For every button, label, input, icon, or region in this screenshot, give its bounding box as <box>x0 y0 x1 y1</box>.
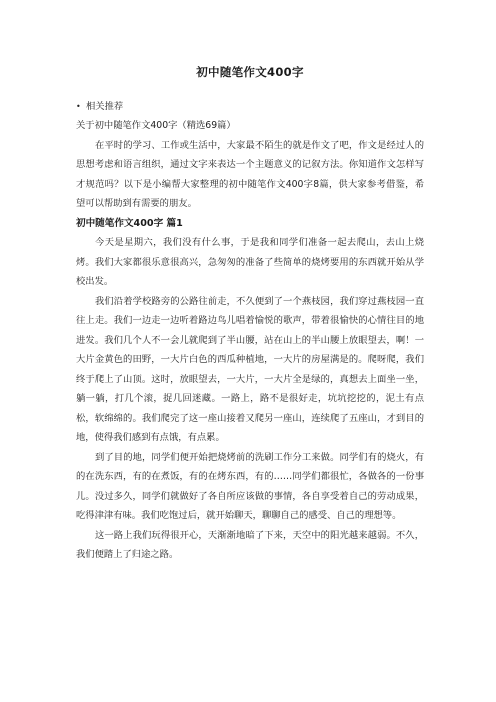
related-recommendations[interactable] <box>76 98 424 116</box>
body-paragraph-1: 今天是星期六，我们没有什么事，于是我和同学们准备一起去爬山，去山上烧烤。我们大家都很乐意很高兴，急匆匆的准备了些简单的烧烤要用的东西就开始从学校出发。 <box>76 237 424 287</box>
bullet-icon: • <box>76 102 81 111</box>
section-heading: 初中随笔作文400字 篇1 <box>76 217 183 229</box>
document-title: 初中随笔作文400字 <box>196 65 304 79</box>
related-label[interactable]: 相关推荐 <box>86 101 124 112</box>
body-paragraph-3: 到了目的地，同学们便开始把烧烤前的洗刷工作分工来做。同学们有的烧火，有的在洗东西，有的在煮饭，有的在烤东西，有的……同学们都很忙，各做各的一份事儿。没过多久，同学们就做好了各自所应该做的事情，各自享受着自己的劳动成果，吃得津津有味。我们吃饱过后，就开始聊天，聊聊自己的感受、自己的理想等。 <box>76 451 424 521</box>
intro-paragraph: 在平时的学习、工作或生活中，大家最不陌生的就是作文了吧，作文是经过人的思想考虑和语言组织，通过文字来表达一个主题意义的记叙方法。你知道作文怎样写才规范吗？以下是小编帮大家整理的初中随笔作文400字8篇，供大家参考借鉴，希望可以帮助到有需要的朋友。 <box>76 139 424 209</box>
body-paragraph-2: 我们沿着学校路旁的公路往前走，不久便到了一个燕枝园，我们穿过燕枝园一直往上走。我们一边走一边听着路边鸟儿唱着愉悦的歌声，带着很愉快的心情往目的地进发。我们几个人不一会儿就爬到了半山腰，站在山上的半山腰上放眼望去，啊！一大片金黄色的田野，一大片白色的西瓜种植地，一大片的房屋满是的。爬呀爬，我们终于爬上了山顶。这时，放眼望去，一大片，一大片全是绿的，真想去上面坐一坐，躺一躺，打几个滚，捉几回迷藏。一路上，路不是很好走，坑坑挖挖的，泥土有点松，软绵绵的。我们爬完了这一座山接着又爬另一座山，连续爬了五座山，才到目的地，使得我们感到有点饿，有点累。 <box>76 295 424 443</box>
intro-line: 关于初中随笔作文400字（精选69篇） <box>76 120 236 131</box>
body-paragraph-4: 这一路上我们玩得很开心，天渐渐地暗了下来，天空中的阳光越来越弱。不久，我们便踏上了归途之路。 <box>76 529 424 560</box>
